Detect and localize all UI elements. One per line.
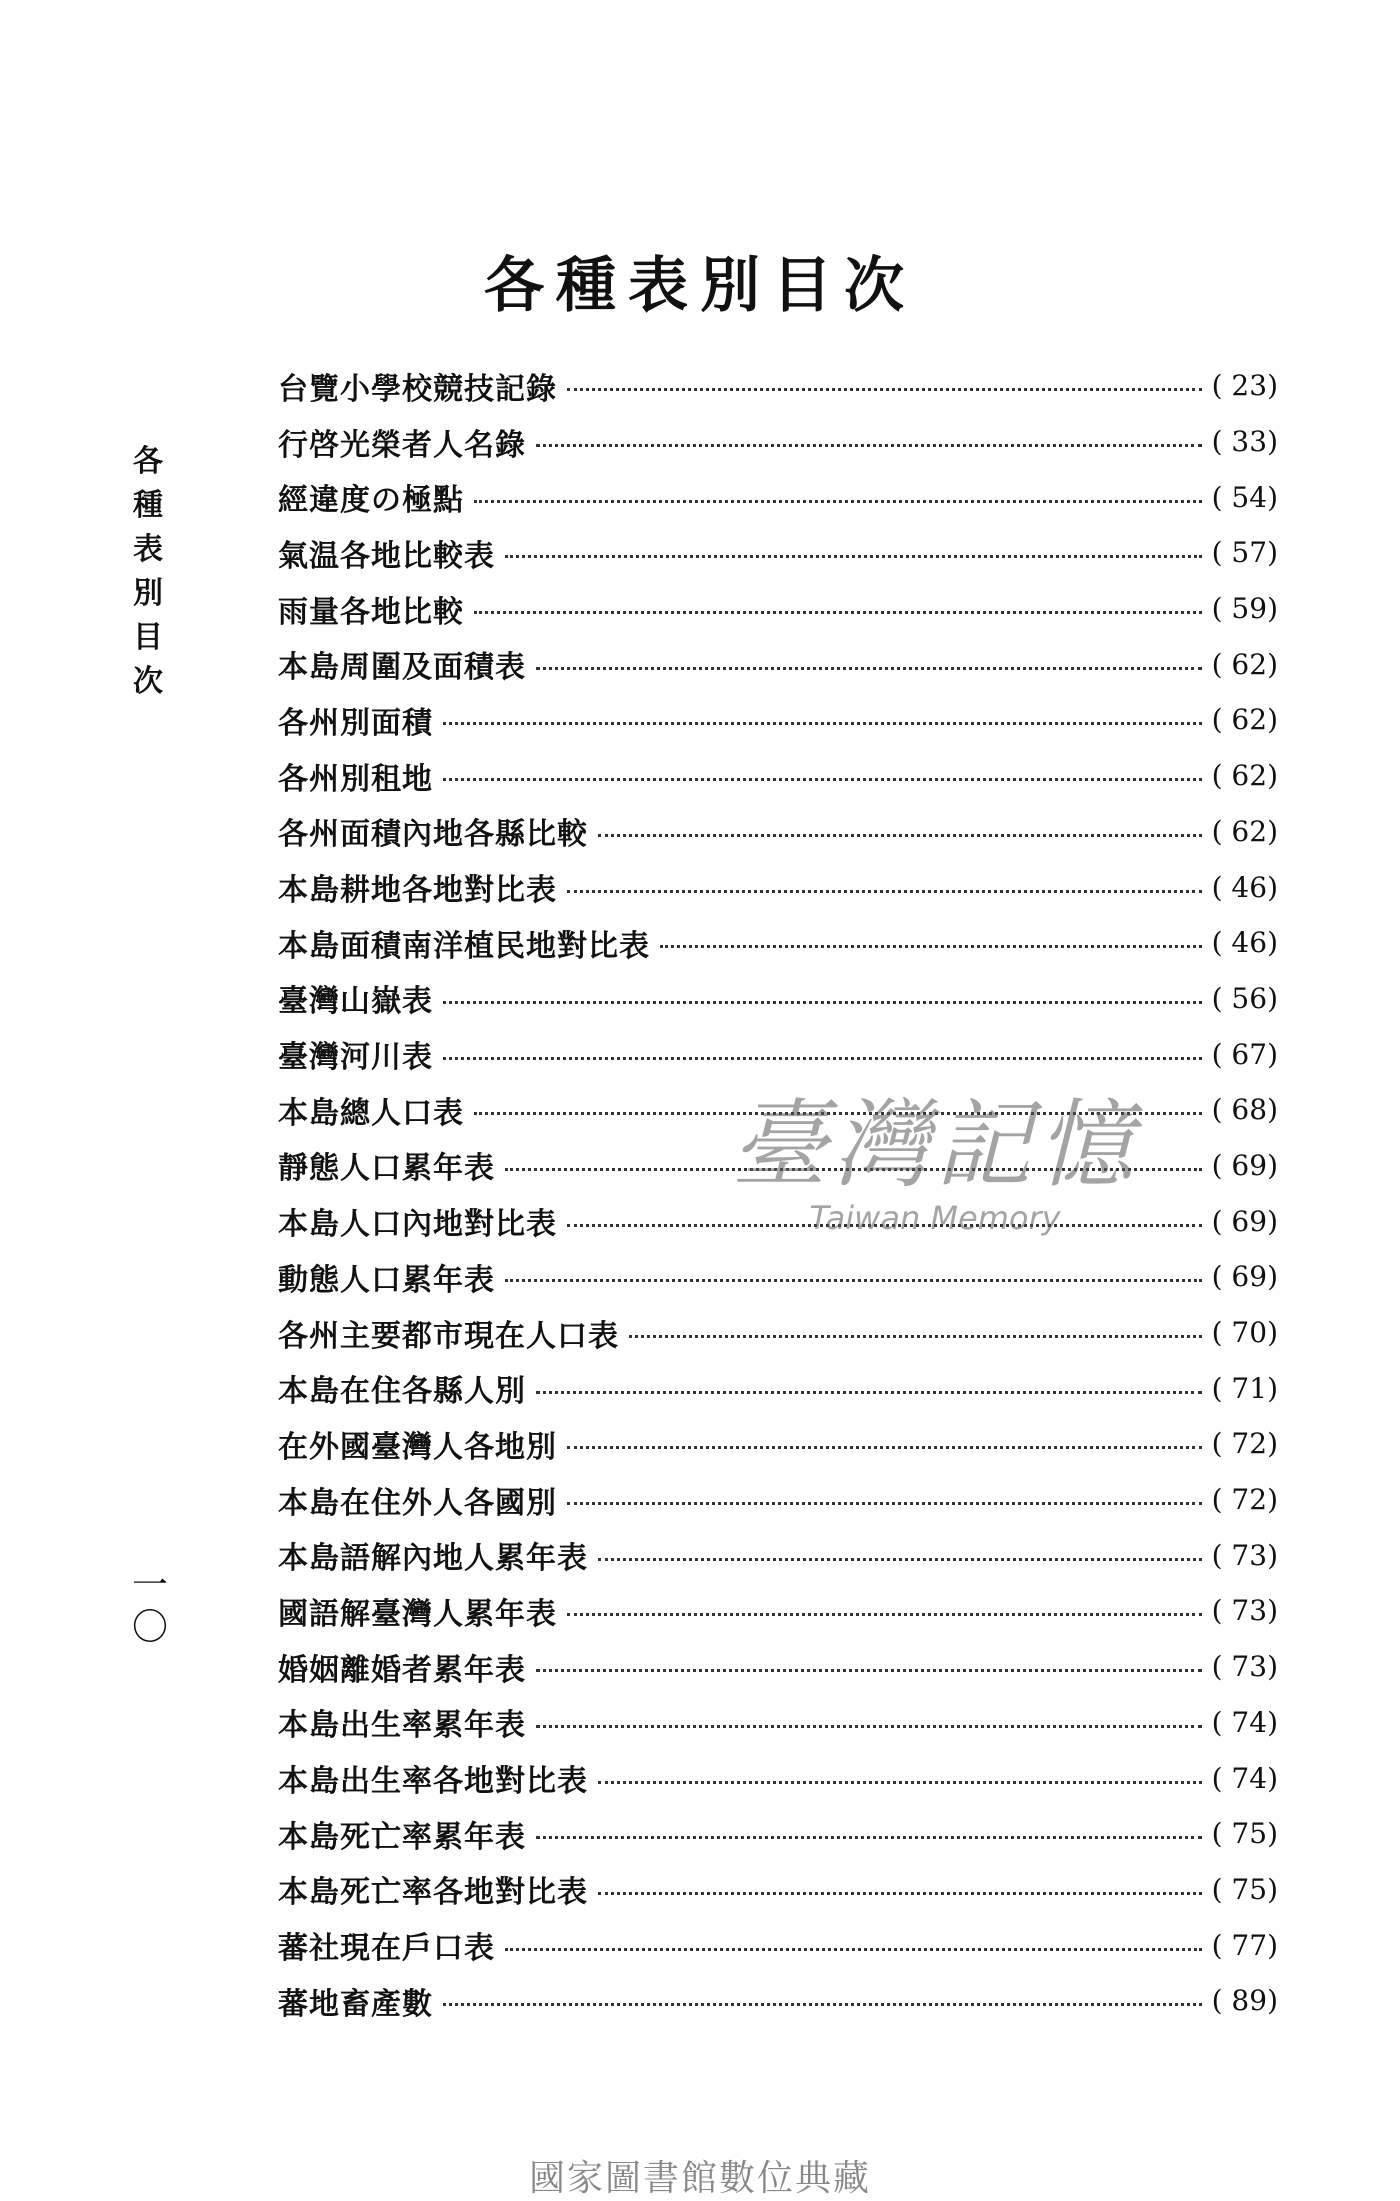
toc-entry (278, 692, 1278, 748)
dot-leader (567, 1224, 1202, 1227)
dot-leader (443, 778, 1202, 781)
dot-leader (598, 834, 1202, 837)
toc-entry-label: 雨量各地比較 (278, 594, 464, 630)
toc-entry (278, 1583, 1278, 1639)
toc-entry-label: 氣温各地比較表 (278, 538, 495, 574)
running-side-title: 各 種 表 別 目 次 (133, 444, 163, 699)
toc-entry-label: 本島總人口表 (278, 1095, 464, 1131)
toc-entry-label: 臺灣山嶽表 (278, 984, 433, 1020)
toc-entry-page: ( 73) (1211, 1594, 1278, 1628)
dot-leader (567, 388, 1202, 391)
toc-entry-label: 本島死亡率各地對比表 (278, 1875, 588, 1911)
toc-entry-label: 本島在住外人各國別 (278, 1485, 557, 1521)
toc-entry (278, 1973, 1278, 2029)
toc-entry-label: 婚姻離婚者累年表 (278, 1652, 526, 1688)
toc-entry (278, 1305, 1278, 1361)
toc-entry (278, 1026, 1278, 1082)
dot-leader (567, 1613, 1202, 1616)
toc-entry-page: ( 72) (1211, 1483, 1278, 1517)
toc-entry-label: 本島人口內地對比表 (278, 1207, 557, 1243)
toc-entry (278, 1082, 1278, 1138)
toc-entry (278, 581, 1278, 637)
toc-entry (278, 1472, 1278, 1528)
toc-entry-page: ( 69) (1211, 1204, 1278, 1238)
toc-entry (278, 1193, 1278, 1249)
toc-entry (278, 1249, 1278, 1305)
dot-leader (536, 667, 1202, 670)
toc-entry (278, 1806, 1278, 1862)
table-of-contents (278, 358, 1278, 2029)
toc-entry (278, 859, 1278, 915)
toc-entry-page: ( 57) (1211, 536, 1278, 570)
dot-leader (629, 1335, 1202, 1338)
dot-leader (598, 1558, 1202, 1561)
toc-entry (278, 1527, 1278, 1583)
toc-entry (278, 1360, 1278, 1416)
toc-entry-label: 本島面積南洋植民地對比表 (278, 928, 650, 964)
toc-entry-page: ( 69) (1211, 1260, 1278, 1294)
toc-entry-label: 各州別租地 (278, 761, 433, 797)
toc-entry (278, 1138, 1278, 1194)
toc-entry (278, 1917, 1278, 1973)
watermark-chars: 臺灣記憶 (731, 1089, 1139, 1201)
toc-entry-label: 各州主要都市現在人口表 (278, 1318, 619, 1354)
dot-leader (505, 1279, 1202, 1282)
toc-entry-label: 各州面積內地各縣比較 (278, 817, 588, 853)
toc-entry-label: 臺灣河川表 (278, 1040, 433, 1076)
toc-entry-page: ( 54) (1211, 480, 1278, 514)
toc-entry-page: ( 67) (1211, 1037, 1278, 1071)
toc-entry-page: ( 71) (1211, 1371, 1278, 1405)
toc-entry-page: ( 62) (1211, 703, 1278, 737)
toc-entry-page: ( 68) (1211, 1093, 1278, 1127)
dot-leader (536, 1391, 1202, 1394)
toc-entry-page: ( 75) (1211, 1872, 1278, 1906)
toc-entry-page: ( 33) (1211, 425, 1278, 459)
dot-leader (536, 444, 1202, 447)
dot-leader (536, 1836, 1202, 1839)
dot-leader (536, 1669, 1202, 1672)
footer-credit: 國家圖書館數位典藏 (528, 2158, 871, 2199)
toc-entry (278, 636, 1278, 692)
toc-entry-label: 經違度の極點 (278, 483, 464, 519)
toc-entry-label: 在外國臺灣人各地別 (278, 1429, 557, 1465)
toc-entry-page: ( 77) (1211, 1928, 1278, 1962)
page-number: 一 〇 (131, 1565, 168, 1648)
dot-leader (443, 722, 1202, 725)
toc-entry-page: ( 70) (1211, 1316, 1278, 1350)
dot-leader (474, 500, 1202, 503)
toc-entry-label: 本島在住各縣人別 (278, 1374, 526, 1410)
toc-entry (278, 971, 1278, 1027)
dot-leader (443, 2003, 1202, 2006)
toc-entry-label: 本島周圍及面積表 (278, 650, 526, 686)
toc-entry-label: 本島死亡率累年表 (278, 1819, 526, 1855)
page-title: 各種表別目次 (484, 251, 916, 321)
toc-entry (278, 1695, 1278, 1751)
toc-entry-page: ( 46) (1211, 926, 1278, 960)
toc-entry-page: ( 74) (1211, 1761, 1278, 1795)
toc-entry-label: 靜態人口累年表 (278, 1151, 495, 1187)
dot-leader (567, 1446, 1202, 1449)
toc-entry-label: 蕃地畜產數 (278, 1986, 433, 2022)
toc-entry-page: ( 59) (1211, 592, 1278, 626)
toc-entry-label: 本島出生率累年表 (278, 1708, 526, 1744)
toc-entry (278, 1639, 1278, 1695)
dot-leader (598, 1892, 1202, 1895)
dot-leader (567, 890, 1202, 893)
dot-leader (443, 1001, 1202, 1004)
toc-entry (278, 358, 1278, 414)
toc-entry-label: 本島出生率各地對比表 (278, 1764, 588, 1800)
dot-leader (536, 1725, 1202, 1728)
dot-leader (443, 1057, 1202, 1060)
toc-entry-label: 本島語解內地人累年表 (278, 1541, 588, 1577)
dot-leader (474, 1112, 1202, 1115)
toc-entry (278, 1416, 1278, 1472)
toc-entry-page: ( 62) (1211, 759, 1278, 793)
dot-leader (505, 555, 1202, 558)
toc-entry-page: ( 89) (1211, 1984, 1278, 2018)
toc-entry-label: 動態人口累年表 (278, 1262, 495, 1298)
toc-entry-label: 各州別面積 (278, 705, 433, 741)
toc-entry-page: ( 75) (1211, 1817, 1278, 1851)
dot-leader (474, 611, 1202, 614)
toc-entry (278, 748, 1278, 804)
dot-leader (567, 1502, 1202, 1505)
toc-entry-page: ( 46) (1211, 870, 1278, 904)
toc-entry-page: ( 62) (1211, 814, 1278, 848)
dot-leader (505, 1948, 1202, 1951)
toc-entry-page: ( 56) (1211, 981, 1278, 1015)
dot-leader (660, 945, 1202, 948)
dot-leader (598, 1781, 1202, 1784)
toc-entry-label: 蕃社現在戶口表 (278, 1931, 495, 1967)
toc-entry-page: ( 69) (1211, 1148, 1278, 1182)
toc-entry-label: 國語解臺灣人累年表 (278, 1596, 557, 1632)
toc-entry-label: 行啓光榮者人名錄 (278, 427, 526, 463)
toc-entry-page: ( 62) (1211, 647, 1278, 681)
toc-entry-label: 台覽小學校競技記錄 (278, 371, 557, 407)
toc-entry (278, 414, 1278, 470)
toc-entry-page: ( 72) (1211, 1427, 1278, 1461)
toc-entry (278, 469, 1278, 525)
toc-entry (278, 1750, 1278, 1806)
dot-leader (505, 1168, 1202, 1171)
toc-entry-page: ( 74) (1211, 1705, 1278, 1739)
toc-entry-page: ( 73) (1211, 1650, 1278, 1684)
toc-entry-label: 本島耕地各地對比表 (278, 873, 557, 909)
watermark-english: Taiwan Memory (809, 1199, 1061, 1237)
toc-entry (278, 915, 1278, 971)
toc-entry (278, 804, 1278, 860)
toc-entry-page: ( 23) (1211, 369, 1278, 403)
toc-entry (278, 1862, 1278, 1918)
toc-entry (278, 525, 1278, 581)
toc-entry-page: ( 73) (1211, 1538, 1278, 1572)
